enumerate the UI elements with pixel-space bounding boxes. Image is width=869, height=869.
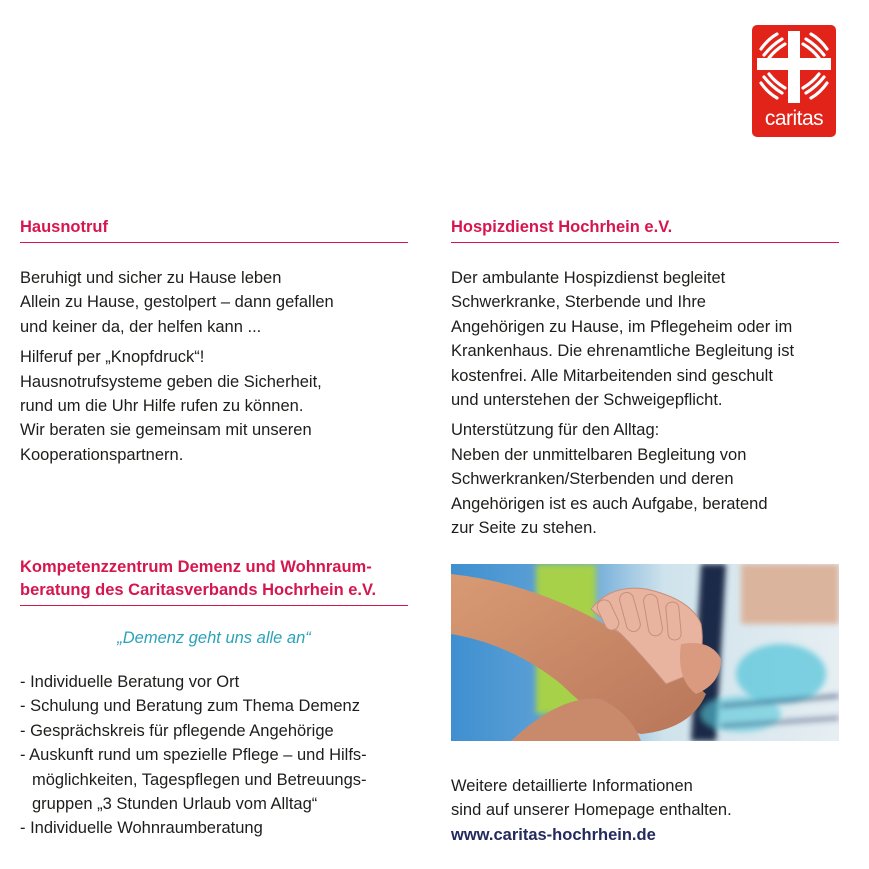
section-demenz bbox=[20, 556, 408, 841]
hausnotruf-paragraph-1: Beruhigt und sicher zu Hause leben Allein zu Hause, gestolpert – dann gefallen und keiner da, der helfen kann ... bbox=[20, 269, 334, 336]
hospiz-paragraph-2: Unterstützung für den Alltag: Neben der unmittelbaren Begleitung von Schwerkranken/Sterbenden und deren Angehörigen ist es auch Aufgabe, beratend zur Seite zu stehen. bbox=[451, 421, 768, 538]
hausnotruf-paragraph-2: Hilferuf per „Knopfdruck“! Hausnotrufsysteme geben die Sicherheit, rund um die Uhr Hilfe rufen zu können. Wir beraten sie gemeinsam mit unseren Kooperationspartnern. bbox=[20, 348, 322, 464]
hospiz-paragraph-1: Der ambulante Hospizdienst begleitet Schwerkranke, Sterbende und Ihre Angehörigen zu Hause, im Pflegeheim oder im Krankenhaus. Die ehrenamtliche Begleitung ist kostenfrei. Alle Mitarbeitenden sind geschult und unterstehen der Schweigepflicht. bbox=[451, 269, 795, 410]
list-item: - Individuelle Beratung vor Ort bbox=[20, 673, 240, 691]
demenz-services-list bbox=[20, 670, 408, 841]
demenz-quote: „Demenz geht uns alle an“ bbox=[117, 629, 311, 647]
heading-hausnotruf: Hausnotruf bbox=[20, 216, 408, 243]
section-hospizdienst bbox=[451, 216, 839, 540]
info-text: Weitere detaillierte Informationen sind auf unserer Homepage enthalten. bbox=[451, 777, 732, 820]
caritas-logo bbox=[752, 25, 836, 137]
list-item: - Gesprächskreis für pflegende Angehörige bbox=[20, 721, 334, 740]
caritas-wordmark: caritas bbox=[764, 107, 824, 130]
caritas-flame-cross-icon bbox=[752, 25, 836, 107]
list-item: - Auskunft rund um spezielle Pflege – und Hilfs- möglichkeiten, Tagespflegen und Betreuungs- gruppen „3 Stunden Urlaub vom Alltag“ bbox=[20, 746, 367, 814]
list-item: - Individuelle Wohnraumberatung bbox=[20, 819, 263, 838]
holding-hands-image bbox=[451, 564, 839, 741]
heading-demenz: Kompetenzzentrum Demenz und Wohnraum- beratung des Caritasverbands Hochrhein e.V. bbox=[20, 556, 408, 606]
section-hausnotruf bbox=[20, 216, 408, 467]
heading-hospizdienst: Hospizdienst Hochrhein e.V. bbox=[451, 216, 839, 243]
section-info bbox=[451, 774, 839, 847]
photo-holding-hands bbox=[451, 564, 839, 741]
homepage-link[interactable]: www.caritas-hochrhein.de bbox=[451, 825, 656, 844]
list-item: - Schulung und Beratung zum Thema Demenz bbox=[20, 697, 360, 716]
